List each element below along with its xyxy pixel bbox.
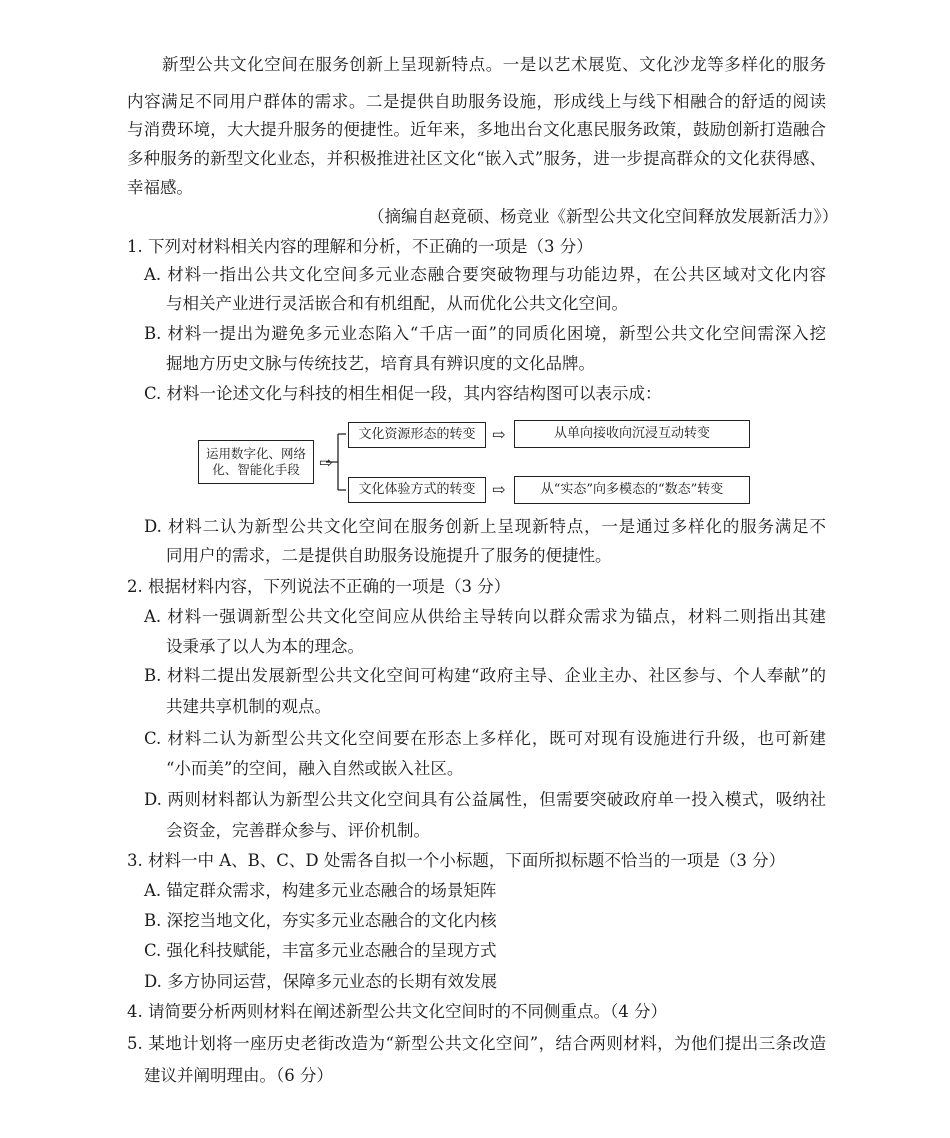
q2-option-d-cont: 会资金，完善群众参与、评价机制。 [166,821,430,840]
q1-option-c: C. 材料一论述文化与科技的相生相促一段，其内容结构图可以表示成： [144,384,662,403]
q1-option-b: B. 材料一提出为避免多元业态陷入“千店一面”的同质化困境，新型公共文化空间需深入挖 [144,324,826,343]
passage-line: 多种服务的新型文化业态，并积极推进社区文化“嵌入式”服务，进一步提高群众的文化获得感、 [127,149,826,168]
arrow-icon: ⇨ [319,453,333,472]
q2-option-d: D. 两则材料都认为新型公共文化空间具有公益属性，但需要突破政府单一投入模式，吸纳社 [144,790,826,809]
q5-stem: 5. 某地计划将一座历史老街改造为“新型公共文化空间”，结合两则材料，为他们提出三条改造 [127,1034,826,1053]
q3-option-a: A. 锚定群众需求，构建多元业态融合的场景矩阵 [144,881,497,900]
q1-stem: 1. 下列对材料相关内容的理解和分析，不正确的一项是（3 分） [127,237,593,256]
q5-stem-cont: 建议并阐明理由。（6 分） [144,1066,333,1085]
q3-option-b: B. 深挖当地文化，夯实多元业态融合的文化内核 [144,911,497,930]
q3-option-d: D. 多方协同运营，保障多元业态的长期有效发展 [144,972,498,991]
passage-line: 内容满足不同用户群体的需求。二是提供自助服务设施，形成线上与线下相融合的舒适的阅读 [127,92,826,111]
passage-source: （摘编自赵竟硕、杨竞业《新型公共文化空间释放发展新活力》） [368,207,839,226]
q3-stem: 3. 材料一中 A、B、C、D 处需各自拟一个小标题，下面所拟标题不恰当的一项是（3 分） [127,851,786,870]
diagram-source-box: 运用数字化、网络化、智能化手段 [198,440,314,484]
diagram-result-2: 从“实态”向多模态的“数态”转变 [514,476,750,504]
q2-option-a: A. 材料一强调新型公共文化空间应从供给主导转向以群众需求为锚点，材料二则指出其建 [144,607,826,626]
q3-option-c: C. 强化科技赋能，丰富多元业态融合的呈现方式 [144,941,497,960]
diagram-change-1: 文化资源形态的转变 [348,422,486,448]
q1-option-d-cont: 同用户的需求，二是提供自助服务设施提升了服务的便捷性。 [166,546,612,565]
q1-option-a: A. 材料一指出公共文化空间多元业态融合要突破物理与功能边界，在公共区域对文化内容 [144,265,826,284]
passage-line: 与消费环境，大大提升服务的便捷性。近年来，多地出台文化惠民服务政策，鼓励创新打造融合 [127,120,826,139]
structure-diagram [198,414,758,510]
q2-option-c: C. 材料二认为新型公共文化空间要在形态上多样化，既可对现有设施进行升级，也可新建 [144,729,826,748]
q1-option-a-cont: 与相关产业进行灵活嵌合和有机组配，从而优化公共文化空间。 [166,294,628,313]
q2-option-b-cont: 共建共享机制的观点。 [166,697,331,716]
q2-option-c-cont: “小而美”的空间，融入自然或嵌入社区。 [166,759,464,778]
arrow-icon: ⇨ [492,480,506,499]
arrow-icon: ⇨ [492,425,506,444]
q2-stem: 2. 根据材料内容，下列说法不正确的一项是（3 分） [127,577,511,596]
passage-line: 新型公共文化空间在服务创新上呈现新特点。一是以艺术展览、文化沙龙等多样化的服务 [162,55,826,74]
q4-stem: 4. 请简要分析两则材料在阐述新型公共文化空间时的不同侧重点。（4 分） [127,1002,667,1021]
q1-option-d: D. 材料二认为新型公共文化空间在服务创新上呈现新特点，一是通过多样化的服务满足不 [144,517,826,536]
q1-option-b-cont: 掘地方历史文脉与传统技艺，培育具有辨识度的文化品牌。 [166,354,595,373]
diagram-change-2: 文化体验方式的转变 [348,477,486,503]
diagram-result-1: 从单向接收向沉浸互动转变 [514,420,750,448]
q2-option-a-cont: 设秉承了以人为本的理念。 [166,637,364,656]
q2-option-b: B. 材料二提出发展新型公共文化空间可构建“政府主导、企业主办、社区参与、个人奉献”的 [144,666,826,685]
passage-line: 幸福感。 [127,178,193,197]
